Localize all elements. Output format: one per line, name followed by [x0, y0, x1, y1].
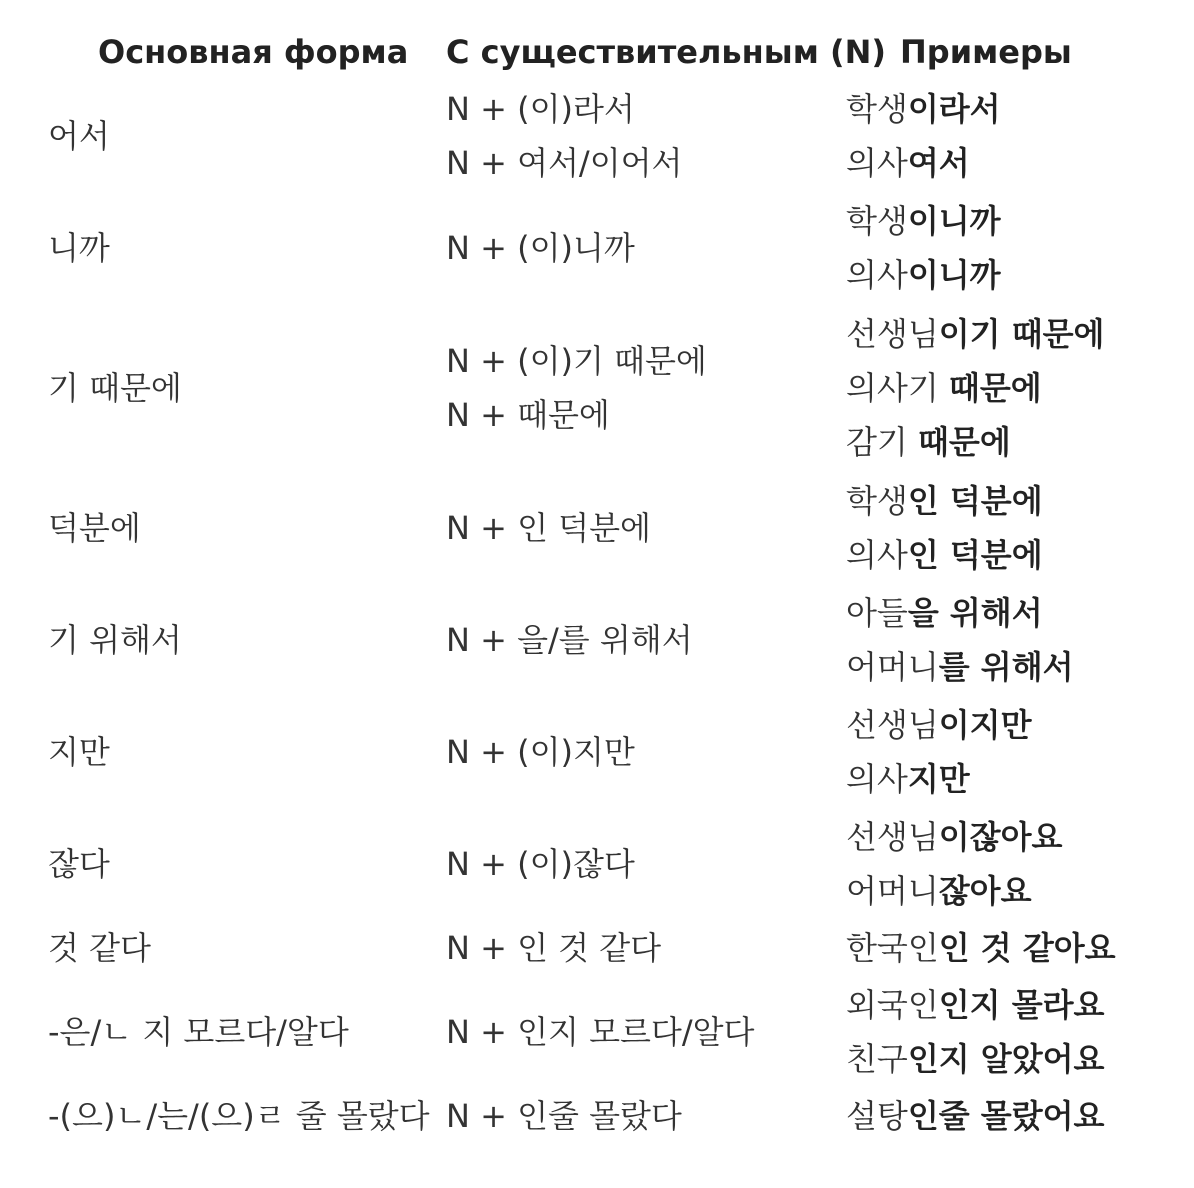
base-form-text: 지만: [48, 733, 110, 771]
noun-form-cell: [446, 1090, 846, 1142]
base-form-text: 것 같다: [48, 929, 151, 967]
noun-form-cell: [446, 194, 846, 302]
example-stem: 감기: [846, 423, 918, 461]
base-form-cell: [48, 586, 443, 694]
base-form-cell: [48, 978, 443, 1086]
noun-form-cell: [446, 698, 846, 806]
example-ending: 이기 때문에: [938, 315, 1105, 353]
table-row: [0, 306, 1194, 470]
base-form-text: -(으)ㄴ/는/(으)ㄹ 줄 몰랐다: [48, 1097, 430, 1135]
example-stem: 학생: [846, 482, 908, 520]
noun-form-text: N + (이)지만: [446, 733, 635, 771]
example-stem: 의사: [846, 256, 908, 294]
header-examples: Примеры: [900, 33, 1072, 71]
example-line: [846, 586, 1186, 640]
example-line: [846, 752, 1186, 806]
base-form-cell: [48, 1090, 443, 1142]
base-form-cell: [48, 194, 443, 302]
example-ending: 인지 알았어요: [907, 1040, 1105, 1078]
noun-form-cell: [446, 82, 846, 190]
base-form-cell: [48, 698, 443, 806]
example-ending: 여서: [907, 144, 970, 182]
example-stem: 어머니: [846, 872, 939, 910]
table-row: [0, 194, 1194, 302]
example-ending: 를 위해서: [938, 648, 1074, 686]
base-form-cell: [48, 810, 443, 918]
table-row: [0, 698, 1194, 806]
noun-form-cell: [446, 978, 846, 1086]
base-form-cell: [48, 306, 443, 470]
base-form-cell: [48, 922, 443, 974]
examples-cell: [846, 922, 1186, 974]
base-form-text: 기 때문에: [48, 369, 182, 407]
base-form-cell: [48, 82, 443, 190]
examples-cell: [846, 82, 1186, 190]
examples-cell: [846, 194, 1186, 302]
examples-cell: [846, 978, 1186, 1086]
example-line: [846, 248, 1186, 302]
example-line: [846, 698, 1186, 752]
noun-form-text: N + (이)기 때문에: [446, 342, 707, 380]
example-stem: 선생님: [846, 706, 939, 744]
base-form-cell: [48, 474, 443, 582]
example-line: [846, 474, 1186, 528]
noun-form-text: N + 인 덕분에: [446, 509, 651, 547]
example-ending: 지만: [907, 760, 970, 798]
example-line: [846, 528, 1186, 582]
example-line: [846, 640, 1186, 694]
noun-form-cell: [446, 810, 846, 918]
base-form-text: 어서: [48, 117, 110, 155]
example-stem: 학생: [846, 90, 908, 128]
example-stem: 의사: [846, 536, 908, 574]
example-stem: 아들: [846, 594, 908, 632]
noun-form-text: N + 인 것 같다: [446, 929, 662, 967]
example-ending: 인 덕분에: [907, 482, 1043, 520]
examples-cell: [846, 586, 1186, 694]
example-stem: 의사: [846, 760, 908, 798]
table-row: [0, 586, 1194, 694]
example-ending: 때문에: [918, 423, 1011, 461]
example-ending: 인줄 몰랐어요: [907, 1097, 1105, 1135]
example-line: [846, 978, 1186, 1032]
table-row: [0, 82, 1194, 190]
example-stem: 의사: [846, 144, 908, 182]
example-ending: 이니까: [907, 202, 1001, 240]
examples-cell: [846, 306, 1186, 470]
example-ending: 잖아요: [938, 872, 1032, 910]
noun-form-cell: [446, 474, 846, 582]
example-stem: 친구: [846, 1040, 908, 1078]
header-base-form: Основная форма: [98, 33, 409, 71]
example-ending: 이니까: [907, 256, 1001, 294]
examples-cell: [846, 698, 1186, 806]
example-stem: 선생님: [846, 818, 939, 856]
noun-form-text: N + (이)라서: [446, 90, 635, 128]
noun-form-text: N + (이)니까: [446, 229, 635, 267]
example-line: [846, 194, 1186, 248]
table-row: [0, 810, 1194, 918]
examples-cell: [846, 474, 1186, 582]
example-stem: 선생님: [846, 315, 939, 353]
examples-cell: [846, 810, 1186, 918]
example-stem: 설탕: [846, 1097, 908, 1135]
example-line: [846, 1089, 1186, 1143]
example-line: [846, 361, 1186, 415]
example-stem: 어머니: [846, 648, 939, 686]
example-ending: 인 덕분에: [907, 536, 1043, 574]
example-ending: 인지 몰라요: [938, 986, 1105, 1024]
noun-form-text: N + (이)잖다: [446, 845, 635, 883]
example-ending: 이잖아요: [938, 818, 1063, 856]
example-line: [846, 307, 1186, 361]
example-line: [846, 810, 1186, 864]
table-row: [0, 922, 1194, 974]
example-line: [846, 1032, 1186, 1086]
base-form-text: 기 위해서: [48, 621, 182, 659]
example-ending: 인 것 같아요: [938, 929, 1116, 967]
table-row: [0, 978, 1194, 1086]
noun-form-cell: [446, 922, 846, 974]
example-stem: 의사기: [846, 369, 949, 407]
example-line: [846, 864, 1186, 918]
noun-form-text: N + 인지 모르다/알다: [446, 1013, 755, 1051]
example-ending: 을 위해서: [907, 594, 1043, 632]
header-with-noun: С существительным (N): [446, 33, 887, 71]
noun-form-cell: [446, 586, 846, 694]
base-form-text: 잖다: [48, 845, 110, 883]
noun-form-text: N + 인줄 몰랐다: [446, 1097, 682, 1135]
base-form-text: -은/ㄴ 지 모르다/알다: [48, 1013, 349, 1051]
base-form-text: 니까: [48, 229, 110, 267]
example-ending: 이라서: [907, 90, 1001, 128]
base-form-text: 덕분에: [48, 509, 141, 547]
table-row: [0, 474, 1194, 582]
example-line: [846, 82, 1186, 136]
example-stem: 외국인: [846, 986, 939, 1024]
table-row: [0, 1090, 1194, 1142]
example-ending: 때문에: [948, 369, 1042, 407]
noun-form-text: N + 때문에: [446, 396, 610, 434]
example-stem: 한국인: [846, 929, 939, 967]
noun-form-text: N + 여서/이어서: [446, 144, 683, 182]
example-ending: 이지만: [938, 706, 1032, 744]
example-line: [846, 415, 1186, 469]
noun-form-cell: [446, 306, 846, 470]
noun-form-text: N + 을/를 위해서: [446, 621, 693, 659]
examples-cell: [846, 1090, 1186, 1142]
example-line: [846, 921, 1186, 975]
example-stem: 학생: [846, 202, 908, 240]
example-line: [846, 136, 1186, 190]
